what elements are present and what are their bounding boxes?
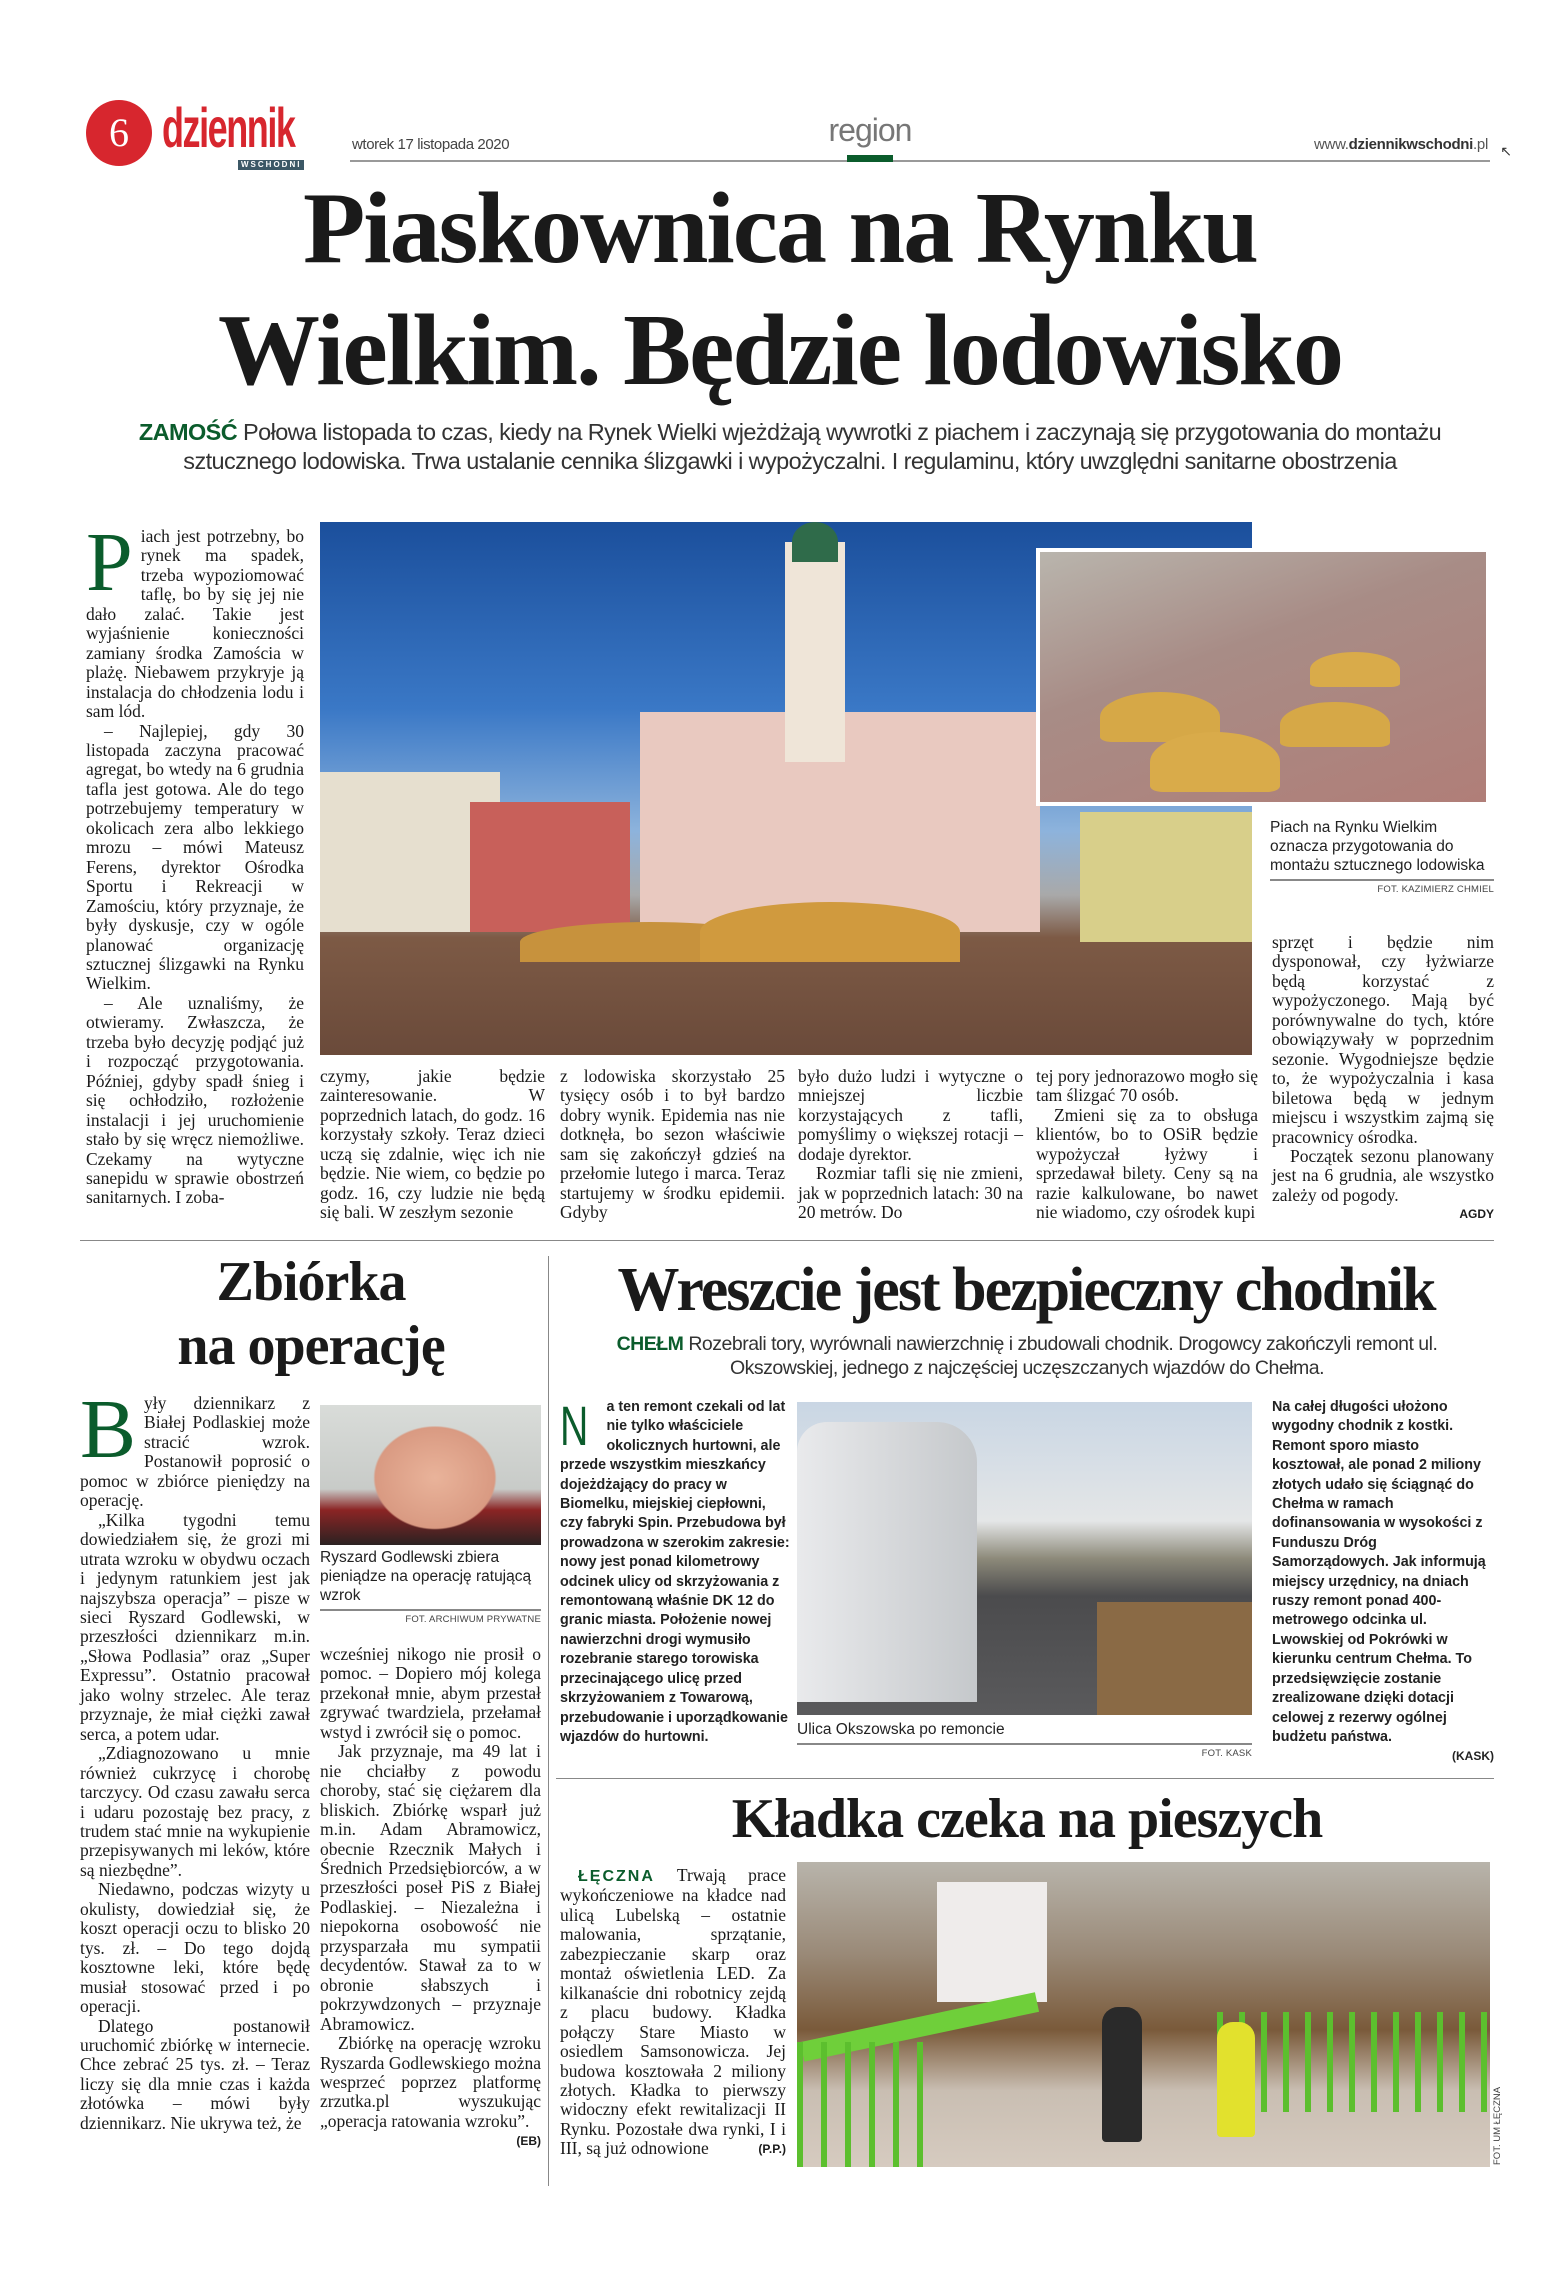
- chodnik-photo-credit: FOT. KASK: [1201, 1748, 1252, 1759]
- chodnik-lead: [570, 1332, 1484, 1380]
- main-photo-caption-block: [1270, 818, 1494, 895]
- kladka-photo-credit: FOT. UM ŁĘCZNA: [1492, 2086, 1503, 2165]
- paragraph: było dużo ludzi i wytyczne o mniejszej liczbie korzystających z tafli, pomyślimy o większej rotacji – dodaje dyrektor.: [798, 1066, 1023, 1164]
- lead-text: Połowa listopada to czas, kiedy na Rynek Wielki wjeżdżają wywrotki z piachem i zaczynają się przygotowania do montażu sztucznego lodowiska. Trwa ustalanie cennika ślizgawki i wypożyczalni. I regulaminu, który uwzględni sanitarne obostrzenia: [183, 419, 1442, 474]
- chodnik-headline: Wreszcie jest bezpieczny chodnik: [617, 1256, 1435, 1324]
- photo-tower-dome: [792, 522, 838, 562]
- zbiorka-column-2: [320, 1645, 541, 2148]
- main-headline: [60, 168, 1500, 412]
- photo-van: [797, 1422, 977, 1702]
- drop-cap: B: [80, 1383, 137, 1476]
- paragraph-text: Na całej długości ułożono wygodny chodnik z kostki. Remont sporo miasto kosztował, ale ponad 2 miliony złotych udało się ściągnąć do Chełma w ramach dofinansowania w wysokości z Funduszu Dróg Samorządowych. Jak informują miejscy urzędnicy, na dniach ruszy remont ponad 400-metrowego odcinka ul. Lwowskiej od Pokrówki w kierunku centrum Chełma. To przedsięwzięcie zostanie zrealizowane dzięki dotacji celowej z rezerwy ogólnej budżetu państwa.: [1272, 1399, 1486, 1745]
- paragraph: czymy, jakie będzie zainteresowanie. W poprzednich latach, do godz. 16 korzystały szkoły. Teraz dzieci uczą się zdalnie, więc ich nie będzie. Nie wiem, co będzie po godz. 16, czy ludzie nie będą się bali. W zeszłym sezonie: [320, 1066, 545, 1223]
- photo-sand-pile: [1150, 732, 1280, 792]
- paragraph-text: iach jest potrzebny, bo rynek ma spadek, trzeba wypoziomować taflę, bo by się jej nie dało zalać. Takie jest wyjaśnienie konieczności zamiany środka Zamościa w plażę. Niebawem przykryje ją instalacja do chłodzenia lodu i sam lód.: [86, 526, 304, 722]
- url-suffix: .pl: [1473, 136, 1488, 153]
- url-prefix: www.: [1314, 136, 1349, 153]
- zbiorka-headline-line-1: Zbiórka: [216, 1251, 406, 1313]
- paragraph: „Zdiagnozowano u mnie również cukrzycę i chorobę tarczycy. Od czasu zawału serca i udaru pozostaję bez pracy, z trudem stać mnie na wykupienie przepisywanych mi leków, które są niezbędne”.: [80, 1743, 310, 1880]
- kladka-headline: Kładka czeka na pieszych: [731, 1788, 1323, 1850]
- paragraph: Rozmiar tafli się nie zmieni, jak w poprzednich latach: 30 na 20 metrów. Do: [798, 1163, 1023, 1223]
- paragraph: [320, 2033, 541, 2149]
- photo-sand-pile: [700, 902, 960, 962]
- paragraph: [86, 516, 304, 722]
- author-signature: AGDY: [1459, 1207, 1494, 1222]
- column-divider: [548, 1256, 549, 2186]
- drop-cap: N: [560, 1394, 589, 1457]
- page-number: 6: [86, 100, 152, 166]
- drop-cap: P: [86, 516, 133, 609]
- cursor-icon: ↖: [1500, 145, 1512, 160]
- author-signature: (P.P.): [758, 2142, 786, 2157]
- zbiorka-column-1: [80, 1383, 310, 2133]
- author-signature: (KASK): [1452, 1749, 1494, 1764]
- headline-line-2: Wielkim. Będzie lodowisko: [217, 294, 1343, 407]
- article-column-5: [1036, 1067, 1258, 1223]
- paragraph: „Kilka tygodni temu dowiedziałem się, że grozi mi utrata wzroku w obydwu oczach i jedynym ratunkiem jest jak najszybsza operacja” – pisze w sieci Ryszard Godlewski, w przeszłości dziennikarz m.in. „Słowa Podlasia” oraz „Super Expressu”. Ostatnio pracował jako wolny strzelec. Ale teraz przyznaje, że miał ciężki zawał serca, a potem udar.: [80, 1509, 310, 1744]
- paragraph: – Ale uznaliśmy, że otwieramy. Zwłaszcza, że trzeba było decyzję podjąć już i rozpocząć przygotowania. Później, gdyby spadł śnieg i się ochłodziło, rozłożenie instalacji i jej uruchomienie stało by się wręcz niemożliwe. Czekamy na wytyczne sanepidu w sprawie obostrzeń sanitarnych. I zoba-: [86, 992, 304, 1208]
- section-accent-bar: [847, 155, 893, 162]
- headline-line-1: Piaskownica na Rynku: [302, 172, 1258, 285]
- zbiorka-photo-caption: Ryszard Godlewski zbiera pieniądze na operację ratującą wzrok: [320, 1548, 541, 1611]
- header-divider: [350, 160, 1490, 162]
- photo-pedestrian: [1102, 2007, 1142, 2142]
- paragraph: Dlatego postanowił uruchomić zbiórkę w internecie. Chce zebrać 25 tys. zł. – Teraz liczy się dla mnie czas i każda złotówka – mówi były dziennikarz. Nie ukrywa też, że: [80, 2015, 310, 2133]
- photo-green-railing: [797, 2042, 937, 2167]
- paragraph: wcześniej nikogo nie prosił o pomoc. – Dopiero mój kolega przekonał mnie, abym przestał zgrywać twardziela, przełamał wstyd i zwrócił się o pomoc.: [320, 1644, 541, 1742]
- main-photo-credit: FOT. KAZIMIERZ CHMIEL: [1377, 884, 1494, 895]
- paragraph: z lodowiska skorzystało 25 tysięcy osób i to był bardzo dobry wynik. Epidemia nas nie dotknęła, bo sezon właściwie sam się zakończył gdzieś na przełomie lutego i marca. Teraz startujemy w środku epidemii. Gdyby: [560, 1066, 785, 1223]
- photo-green-railing: [1217, 2012, 1490, 2112]
- photo-building-right: [1080, 812, 1252, 942]
- photo-sand-pile: [1280, 702, 1390, 747]
- paragraph: tej pory jednorazowo mogło się tam ślizgać 70 osób.: [1036, 1066, 1258, 1106]
- article-column-4: [798, 1067, 1023, 1223]
- zbiorka-headline-line-2: na operację: [177, 1315, 445, 1377]
- url-domain: dziennikwschodni: [1348, 136, 1474, 153]
- kladka-text: Trwają prace wykończeniowe na kładce nad ulicą Lubelską – ostatnie malowania, sprzątanie, zabezpieczanie skarp oraz montaż oświetlenia LED. Za kilkanaście dni robotnicy zejdą z placu budowy. Kładka połączy Stare Miasto w osiedlem Samsonowicza. Jej budowa kosztowała 2 miliony złotych. Kładka to pierwszy widoczny efekt rewitalizacji II Rynku. Pozostałe dwa rynki, I i III, są już odnowione: [560, 1865, 786, 2159]
- website-link[interactable]: [1314, 136, 1488, 153]
- issue-date: wtorek 17 listopada 2020: [352, 136, 510, 153]
- newspaper-logo[interactable]: dziennik: [162, 96, 295, 160]
- chodnik-lead-text: Rozebrali tory, wyrównali nawierzchnię i zbudowali chodnik. Drogowcy zakończyli remont ul. Okszowskiej, jednego z najczęściej uczęszczanych wjazdów do Chełma.: [688, 1333, 1438, 1379]
- paragraph: [1272, 1398, 1494, 1763]
- zbiorka-headline: [80, 1250, 542, 1378]
- chodnik-column-1: [560, 1394, 792, 1747]
- article-column-3: [560, 1067, 785, 1223]
- paragraph-text: Początek sezonu planowany jest na 6 grudnia, ale wszystko zależy od pogody.: [1272, 1145, 1494, 1205]
- location-kicker: CHEŁM: [616, 1333, 684, 1355]
- section-divider: [556, 1778, 1494, 1779]
- article-column-2: [320, 1067, 545, 1223]
- paragraph: [560, 1394, 792, 1747]
- paragraph: Jak przyznaje, ma 49 lat i nie chciałby z powodu choroby, stać się ciężarem dla bliskich. Zbiórkę wsparł już m.in. Adam Abramowicz, obecnie Rzecznik Małych i Średnich Przedsiębiorców, a w przeszłości poseł PiS z Białej Podlaskiej. – Niezależna i niepokorna osobowość nie przysparzała mu sympatii decydentów. Stawał za to w obronie słabszych i pokrzywdzonych – przyznaje Abramowicz.: [320, 1741, 541, 2034]
- paragraph: [80, 1383, 310, 1511]
- paragraph: Zmieni się za to obsługa klientów, bo to OSiR będzie wypożyczał łyżwy i sprzedawał bilety. Ceny są na razie kalkulowane, bo nawet nie wiadomo, czy ośrodek kupi: [1036, 1104, 1258, 1223]
- paragraph-text: Zbiórkę na operację wzroku Ryszarda Godlewskiego można wesprzeć poprzez platformę zrzutka.pl wyszukując „operacja ratowania wzroku”.: [320, 2033, 541, 2131]
- street-photo: [797, 1402, 1252, 1715]
- paragraph-text: yły dziennikarz z Białej Podlaskiej może stracić wzrok. Postanowił poprosić o pomoc w zbiórce pieniędzy na operację.: [80, 1393, 310, 1511]
- photo-roadside: [1097, 1602, 1252, 1715]
- main-photo-caption: Piach na Rynku Wielkim oznacza przygotowania do montażu sztucznego lodowiska: [1270, 818, 1494, 881]
- chodnik-column-2: [1272, 1398, 1494, 1763]
- section-label: region: [828, 112, 912, 148]
- article-column-6: [1272, 933, 1494, 1221]
- paragraph: – Najlepiej, gdy 30 listopada zaczyna pracować agregat, bo wtedy na 6 grudnia tafla jest gotowa. Ale do tego potrzebujemy temperatury w okolicach zera albo lekkiego mrozu – mówi Mateusz Ferens, dyrektor Ośrodka Sportu i Rekreacji w Zamościu, który przyznaje, że były dyskusje, czy w ogóle planować organizację sztucznej ślizgawki na Rynku Wielkim.: [86, 720, 304, 994]
- sand-piles-inset-photo: [1036, 548, 1490, 806]
- paragraph: [1272, 1147, 1494, 1221]
- section-divider: [80, 1240, 1494, 1241]
- chodnik-caption-block: [797, 1720, 1252, 1759]
- paragraph: Niedawno, podczas wizyty u okulisty, dowiedział się, że koszt operacji oczu to blisko 20 tys. zł. – Do tego dojdą kosztowne leki, które będę musiał stosować przed i po operacji.: [80, 1879, 310, 2017]
- photo-tower: [785, 542, 845, 762]
- photo-church: [937, 1882, 1047, 2002]
- photo-pedestrian: [1217, 2022, 1255, 2137]
- author-signature: (EB): [516, 2134, 541, 2149]
- chodnik-photo-caption: Ulica Okszowska po remoncie: [797, 1720, 1252, 1745]
- paragraph: sprzęt i będzie nim dysponował, czy łyżwiarze będą korzystać z wypożyczonego. Mają być porównywalne do tych, które obowiązywały w poprzednim sezonie. Wygodniejsze będzie to, że wypożyczalnia i kasa biletowa będą w jednym miejscu i wszystkim zajmą się pracownicy ośrodka.: [1272, 932, 1494, 1147]
- newspaper-logo-sub: WSCHODNI: [238, 160, 304, 170]
- main-lead: [90, 418, 1490, 476]
- location-kicker: ZAMOŚĆ: [138, 419, 238, 445]
- location-kicker: ŁĘCZNA: [578, 1868, 655, 1885]
- zbiorka-photo-credit: FOT. ARCHIWUM PRYWATNE: [405, 1614, 541, 1625]
- portrait-photo: [320, 1405, 541, 1545]
- photo-sand-pile: [1310, 652, 1400, 687]
- zbiorka-caption-block: [320, 1548, 541, 1625]
- photo-building-red: [470, 802, 630, 932]
- article-column-1: [86, 516, 304, 1208]
- kladka-body: [560, 1866, 786, 2159]
- paragraph-text: a ten remont czekali od lat nie tylko właściciele okolicznych hurtowni, ale przede wszystkim mieszkańcy dojeżdżający do pracy w Biomelku, miejskiej ciepłowni, czy fabryki Spin. Przebudowa był prowadzona w szerokim zakresie: nowy jest ponad kilometrowy odcinek ulicy od skrzyżowania z remontowaną właśnie DK 12 do granic miasta. Położenie nowej nawierzchni drogi wymusiło rozebranie starego torowiska przecinającego ulicę przed skrzyżowaniem z Towarową, przebudowanie i uporządkowanie wjazdów do hurtowni.: [560, 1399, 790, 1745]
- footbridge-photo: [797, 1862, 1490, 2167]
